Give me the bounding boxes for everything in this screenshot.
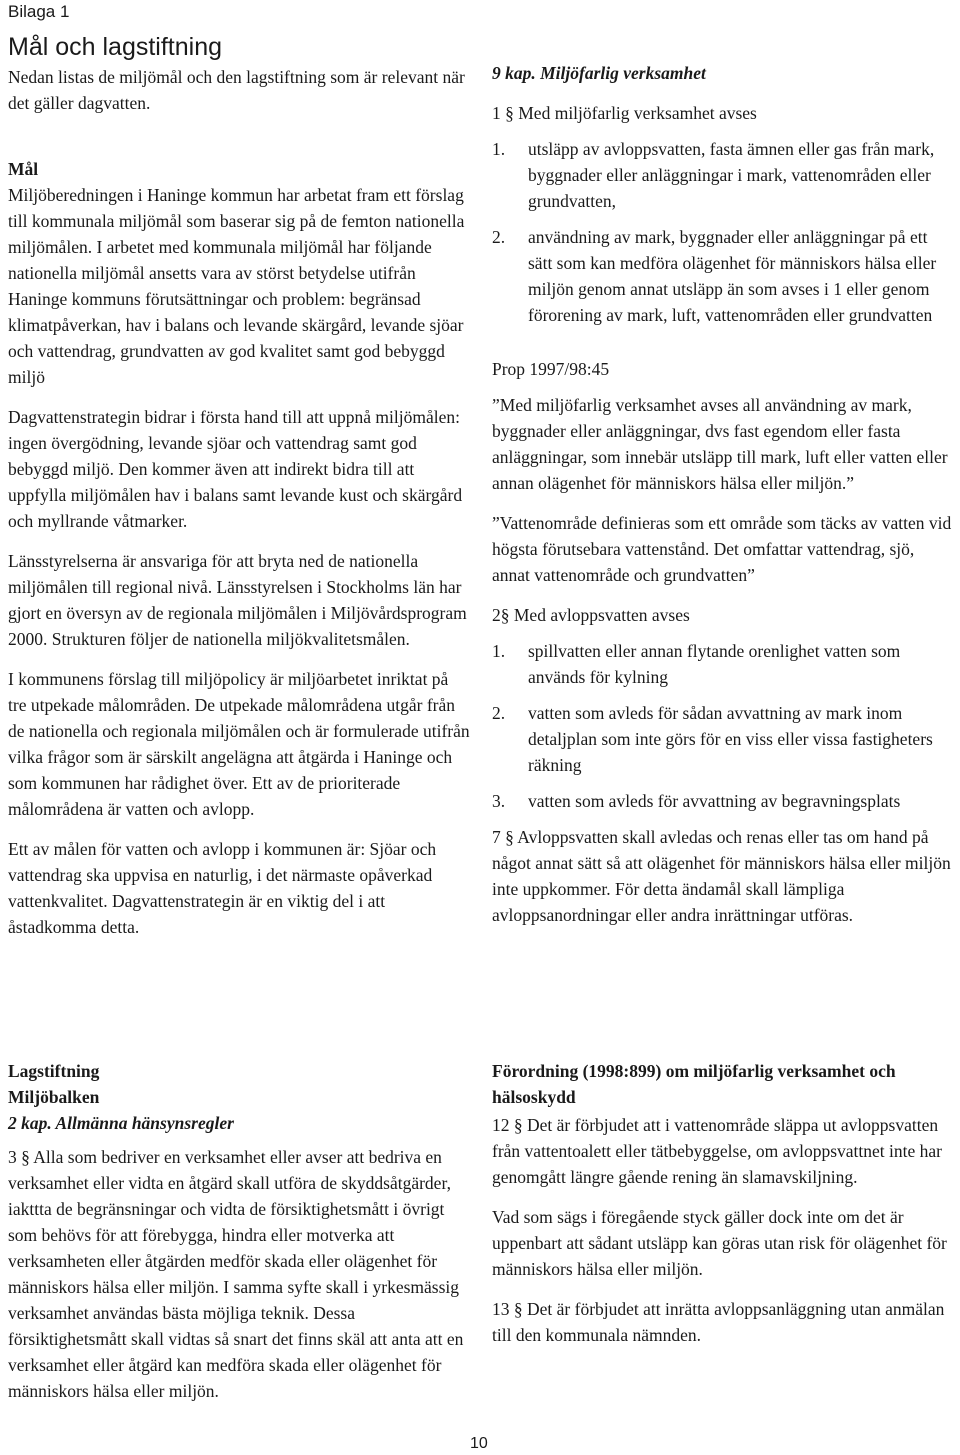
- paragraph: Vad som sägs i föregående styck gäller dock inte om det är uppenbart att sådant utsläpp kan göras utan risk för olägenhet för människors hälsa eller miljön.: [492, 1207, 947, 1279]
- paragraph: 12 § Det är förbjudet att i vattenområde släppa ut avloppsvatten från vattentoalett eller tätbebyggelse, om avloppsvattnet inte har genomgått längre gående rening än slamavskiljning.: [492, 1115, 942, 1187]
- list-item: [492, 224, 954, 328]
- section-text: 1 § Med miljöfarlig verksamhet avses: [492, 103, 757, 123]
- right-column: [492, 60, 954, 938]
- left-bottom-column: [8, 1058, 470, 1414]
- paragraph: Länsstyrelserna är ansvariga för att bryta ned de nationella miljömålen till regional nivå. Länsstyrelsen i Stockholms län har gjort en översyn av de regionala miljömålen i Miljövårdsprogram 2000. Strukturen följer de nationella miljökvalitetsmålen.: [8, 551, 467, 649]
- paragraph: Miljöberedningen i Haninge kommun har arbetat fram ett förslag till kommunala miljömål som baserar sig på de femton nationella miljömålen. I arbetet med kommunala miljömål har följande nationella miljömål ansetts vara av störst betydelse utifrån Haninge kommuns förutsättningar och problem: begränsad klimatpåverkan, hav i balans och levande skärgård, levande sjöar och vattendrag, grundvatten av god kvalitet samt god bebyggd miljö: [8, 185, 465, 387]
- chapter-heading: 9 kap. Miljöfarlig verksamhet: [492, 63, 706, 83]
- quote-paragraph: ”Med miljöfarlig verksamhet avses all användning av mark, byggnader eller anläggningar, dvs fast egendom eller fasta anläggningar, som innebär utsläpp till mark, luft eller vatten eller annan olägenhet för människors hälsa eller miljön.”: [492, 395, 948, 493]
- list-item-number: 3.: [492, 791, 506, 811]
- definition-list: [492, 136, 954, 328]
- chapter-heading: 2 kap. Allmänna hänsynsregler: [8, 1113, 234, 1133]
- list-item-number: 1.: [492, 139, 506, 159]
- right-bottom-column: [492, 1058, 954, 1358]
- list-item: [492, 700, 954, 778]
- page-title: Mål och lagstiftning: [8, 33, 223, 61]
- section-heading-lagstiftning: Lagstiftning: [8, 1061, 100, 1081]
- list-item-number: 1.: [492, 641, 506, 661]
- paragraph: 13 § Det är förbjudet att inrätta avloppsanläggning utan anmälan till den kommunala nämnden.: [492, 1299, 945, 1345]
- list-item-text: användning av mark, byggnader eller anläggningar på ett sätt som kan medföra olägenhet för människors hälsa eller miljön genom annat utsläpp än som avses i 1 eller genom förorening av mark, luft, vattenområden eller grundvatten: [528, 227, 937, 325]
- paragraph: 3 § Alla som bedriver en verksamhet eller avser att bedriva en verksamhet eller vidta en åtgärd skall utföra de skyddsåtgärder, iakttta de begränsningar och vidta de försiktighetsmått i övrigt som behövs för att förebygga, hindra eller motverka att verksamheten eller åtgärden medför skada eller olägenhet för människors hälsa eller miljön. I samma syfte skall i yrkesmässig verksamhet användas bästa möjliga teknik. Dessa försiktighetsmått skall vidtas så snart det finns skäl att anta att en verksamhet eller åtgärd kan medföra skada eller olägenhet för människors hälsa eller miljön.: [8, 1147, 464, 1401]
- section-heading-mal: Mål: [8, 159, 39, 179]
- list-item: [492, 788, 954, 814]
- quote-paragraph: ”Vattenområde definieras som ett område som täcks av vatten vid högsta förutsebara vattenstånd. Det omfattar vattendrag, sjö, annat vattenområde och grundvatten”: [492, 513, 952, 585]
- page-number: 10: [470, 1435, 488, 1452]
- intro-paragraph: Nedan listas de miljömål och den lagstiftning som är relevant när det gäller dagvatten.: [8, 67, 465, 113]
- section-heading-forordning: Förordning (1998:899) om miljöfarlig verksamhet och hälsoskydd: [492, 1061, 896, 1107]
- appendix-label: Bilaga 1: [8, 2, 70, 21]
- list-item: [492, 136, 954, 214]
- list-item-text: utsläpp av avloppsvatten, fasta ämnen eller gas från mark, byggnader eller anläggningar i mark, vattenområden eller grundvatten,: [528, 139, 935, 211]
- paragraph: 7 § Avloppsvatten skall avledas och renas eller tas om hand på något annat sätt så att olägenhet för människors hälsa eller miljön inte uppkommer. För detta ändamål skall lämpliga avloppsanordningar eller andra inrättningar utföras.: [492, 827, 951, 925]
- paragraph: Ett av målen för vatten och avlopp i kommunen är: Sjöar och vattendrag ska uppvisa en naturlig, i det närmaste opåverkad vattenkvalitet. Dagvattenstrategin är en viktig del i att åstadkomma detta.: [8, 839, 437, 937]
- reference-label: Prop 1997/98:45: [492, 359, 610, 379]
- paragraph: I kommunens förslag till miljöpolicy är miljöarbetet inriktat på tre utpekade målområden. De utpekade målområdena utgår från de nationella och regionala miljömålen och är formulerade utifrån vilka frågor som är särskilt angelägna att åtgärda i Haninge och som kommunen har rådighet över. Ett av de prioriterade målområdena är vatten och avlopp.: [8, 669, 470, 819]
- definition-list: [492, 638, 954, 814]
- list-item: [492, 638, 954, 690]
- list-item-number: 2.: [492, 227, 506, 247]
- list-item-text: spillvatten eller annan flytande orenlighet vatten som används för kylning: [528, 641, 901, 687]
- paragraph: Dagvattenstrategin bidrar i första hand till att uppnå miljömålen: ingen övergödning, levande sjöar och vattendrag samt god bebyggd miljö. Den kommer även att indirekt bidra till att uppfylla miljömålen hav i balans samt levande kust och skärgård och myllrande våtmarker.: [8, 407, 463, 531]
- list-item-text: vatten som avleds för avvattning av begravningsplats: [528, 791, 901, 811]
- section-text: 2§ Med avloppsvatten avses: [492, 605, 690, 625]
- section-heading-miljobalken: Miljöbalken: [8, 1087, 100, 1107]
- list-item-number: 2.: [492, 703, 506, 723]
- list-item-text: vatten som avleds för sådan avvattning av mark inom detaljplan som inte görs för en viss eller vissa fastigheters räkning: [528, 703, 933, 775]
- left-column: [8, 64, 470, 950]
